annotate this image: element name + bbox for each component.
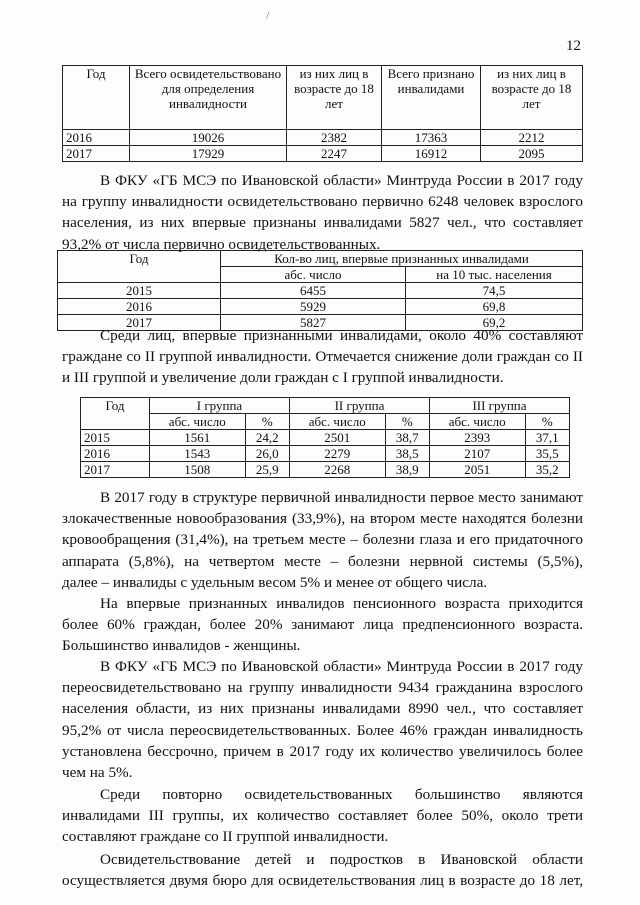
table-cell: 24,2 xyxy=(245,430,289,446)
table-cell: 17363 xyxy=(382,130,481,146)
text-line: более 60% граждан, более 20% занимают лица предпенсионного возраста. xyxy=(62,616,583,634)
table-cell: 2382 xyxy=(287,130,382,146)
table-cell: 6455 xyxy=(221,283,406,299)
table-cell: 17929 xyxy=(130,146,287,162)
text-line: В ФКУ «ГБ МСЭ по Ивановской области» Минтруда России в 2017 году xyxy=(100,658,583,675)
header-cell: из них лиц в возрасте до 18 лет xyxy=(287,66,382,130)
paragraph-6 xyxy=(62,784,583,848)
text-line: составляют граждане со II группой инвалидности. xyxy=(62,828,389,846)
table-disability-groups xyxy=(80,397,570,478)
table-cell: 2279 xyxy=(289,446,385,462)
table-cell: 2107 xyxy=(429,446,525,462)
table-cell: 2016 xyxy=(81,446,150,462)
text-line: чем на 5%. xyxy=(62,764,133,782)
table-cell: 2393 xyxy=(429,430,525,446)
table-cell: 5929 xyxy=(221,299,406,315)
paragraph-7 xyxy=(62,849,583,891)
table-cell: 1543 xyxy=(150,446,246,462)
text-line: и III группой и увеличение доли граждан с I группой инвалидности. xyxy=(62,369,504,387)
text-line: 95,2% от числа переосвидетельствованных. Более 46% граждан инвалидность xyxy=(62,721,583,739)
table-cell: 35,5 xyxy=(525,446,570,462)
table-cell: 1561 xyxy=(150,430,246,446)
table-row xyxy=(81,430,570,446)
table-cell: 2268 xyxy=(289,462,385,478)
header-cell: абс. число xyxy=(221,267,406,283)
text-line: В ФКУ «ГБ МСЭ по Ивановской области» Минтруда России в 2017 году xyxy=(100,172,583,189)
table-row xyxy=(58,283,583,299)
text-line: населения области, из них признаны инвалидами 8990 чел., что составляет xyxy=(62,700,583,718)
table-cell: 2017 xyxy=(81,462,150,478)
table-cell: 2016 xyxy=(63,130,130,146)
table-cell: % xyxy=(385,414,429,430)
table-cell: 69,8 xyxy=(406,299,583,315)
table-cell: 2501 xyxy=(289,430,385,446)
header-cell: Год xyxy=(63,66,130,130)
text-line: установлена бессрочно, причем в 2017 году их количество увеличилось более xyxy=(62,742,583,760)
table-cell: 69,2 xyxy=(406,315,583,331)
text-line: Большинство инвалидов - женщины. xyxy=(62,637,301,655)
table-cell: 25,9 xyxy=(245,462,289,478)
text-line: на группу инвалидности освидетельствовано первично 6248 человек взрослого xyxy=(62,193,583,211)
text-line: инвалидами III группы, их количество составляет более 50%, около трети xyxy=(62,807,583,825)
table-cell: 2017 xyxy=(63,146,130,162)
table-first-time-disabled xyxy=(57,250,583,331)
table-cell: 5827 xyxy=(221,315,406,331)
header-cell: III группа xyxy=(429,398,569,414)
header-cell: Год xyxy=(58,251,221,283)
page-number: 12 xyxy=(566,38,581,54)
text-line: В 2017 году в структуре первичной инвалидности первое место занимают xyxy=(100,489,583,506)
header-cell: Кол-во лиц, впервые признанных инвалидами xyxy=(221,251,583,267)
table-cell: 35,2 xyxy=(525,462,570,478)
table-cell: 2247 xyxy=(287,146,382,162)
table-cell: 74,5 xyxy=(406,283,583,299)
text-line: далее – инвалиды с удельным весом 5% и менее от общего числа. xyxy=(62,573,488,591)
table-row xyxy=(63,146,583,162)
text-line: Среди лиц, впервые признанными инвалидами, около 40% составляют xyxy=(100,327,583,344)
table-examined-totals xyxy=(62,65,583,162)
table-cell: 2095 xyxy=(481,146,583,162)
table-cell: 2212 xyxy=(481,130,583,146)
table-cell: % xyxy=(525,414,570,430)
table-cell: 2017 xyxy=(58,315,221,331)
text-line: аппарата (5,8%), на четвертом месте – болезни нервной системы (5,5%), xyxy=(62,552,583,570)
table-cell: 19026 xyxy=(130,130,287,146)
table-cell: % xyxy=(245,414,289,430)
header-cell: из них лиц в возрасте до 18 лет xyxy=(481,66,583,130)
table-cell: 38,5 xyxy=(385,446,429,462)
header-cell: Всего признано инвалидами xyxy=(382,66,481,130)
text-line: граждане со II группой инвалидности. Отмечается снижение доли граждан со II xyxy=(62,348,583,366)
header-cell: II группа xyxy=(289,398,429,414)
table-cell: абс. число xyxy=(429,414,525,430)
paragraph-3 xyxy=(62,487,583,593)
text-line: переосвидетельствовано на группу инвалидности 9434 гражданина взрослого xyxy=(62,679,583,697)
table-cell: 2016 xyxy=(58,299,221,315)
table-cell: 16912 xyxy=(382,146,481,162)
table-cell: абс. число xyxy=(289,414,385,430)
header-cell: I группа xyxy=(150,398,290,414)
scan-mark: / xyxy=(266,8,270,22)
table-cell: 2051 xyxy=(429,462,525,478)
text-line: На впервые признанных инвалидов пенсионного возраста приходится xyxy=(100,595,583,612)
paragraph-1 xyxy=(62,170,583,255)
table-cell: 26,0 xyxy=(245,446,289,462)
table-cell: 38,9 xyxy=(385,462,429,478)
table-cell: абс. число xyxy=(150,414,246,430)
table-cell: 2015 xyxy=(81,430,150,446)
paragraph-4 xyxy=(62,593,583,657)
text-line: злокачественные новообразования (33,9%), на втором месте находятся болезни xyxy=(62,510,583,528)
text-line: 93,2% от числа первично освидетельствованных. xyxy=(62,235,381,253)
text-line: кровообращения (31,4%), на третьем месте – болезни глаза и его придаточного xyxy=(62,531,583,549)
header-cell: на 10 тыс. населения xyxy=(406,267,583,283)
table-cell: 2015 xyxy=(58,283,221,299)
text-line: Освидетельствование детей и подростков в Ивановской области xyxy=(100,851,583,868)
table-cell: 1508 xyxy=(150,462,246,478)
table-row xyxy=(81,446,570,462)
paragraph-5 xyxy=(62,656,583,783)
table-row xyxy=(58,299,583,315)
header-cell: Год xyxy=(81,398,150,430)
text-line: осуществляется двумя бюро для освидетельствования лиц в возрасте до 18 лет, xyxy=(62,872,583,890)
text-line: Среди повторно освидетельствованных большинство являются xyxy=(100,786,583,803)
text-line: населения, из них впервые признаны инвалидами 5827 чел., что составляет xyxy=(62,214,583,232)
table-cell: 38,7 xyxy=(385,430,429,446)
table-row xyxy=(81,462,570,478)
header-cell: Всего освидетельствовано для определения инвалидности xyxy=(130,66,287,130)
table-cell: 37,1 xyxy=(525,430,570,446)
table-row xyxy=(63,130,583,146)
paragraph-2 xyxy=(62,325,583,389)
